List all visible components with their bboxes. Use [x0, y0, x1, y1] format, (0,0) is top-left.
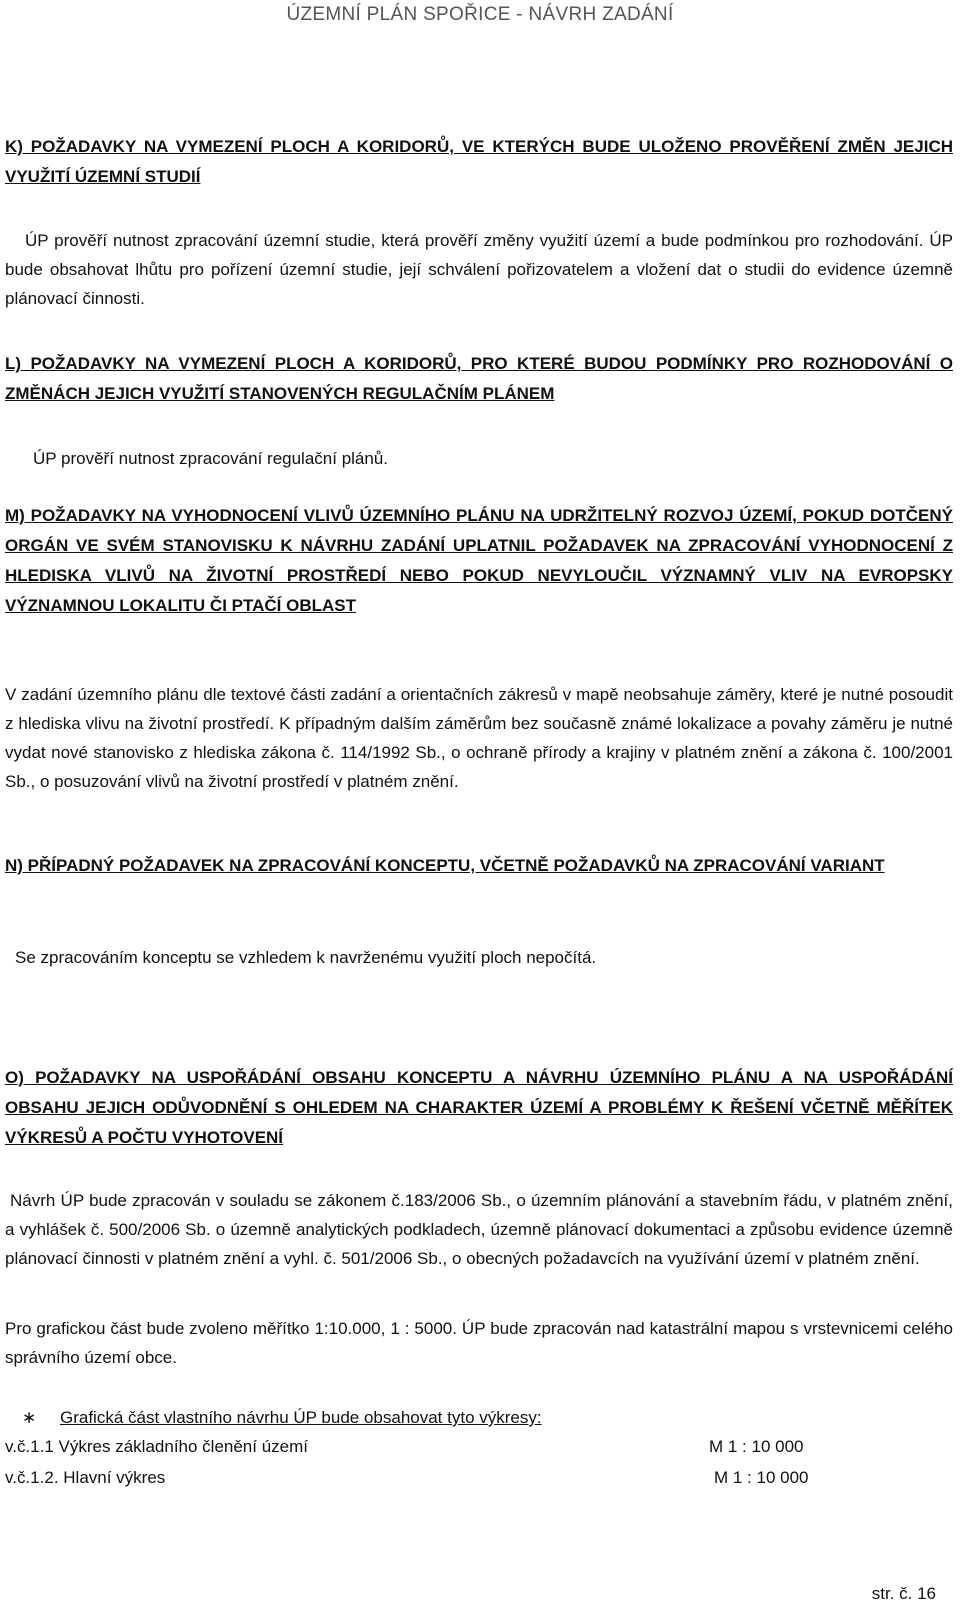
section-o-heading: O) POŽADAVKY NA USPOŘÁDÁNÍ OBSAHU KONCEPTU A NÁVRHU ÚZEMNÍHO PLÁNU A NA USPOŘÁDÁNÍ OBSAHU JEJICH ODŮVODNĚNÍ S OHLEDEM NA CHARAKTER ÚZEMÍ A PROBLÉMY K ŘEŠENÍ VČETNĚ MĚŘÍTEK VÝKRESŮ A POČTU VYHOTOVENÍ [5, 1068, 953, 1147]
section-k-heading: K) POŽADAVKY NA VYMEZENÍ PLOCH A KORIDORŮ, VE KTERÝCH BUDE ULOŽENO PROVĚŘENÍ ZMĚN JEJICH VYUŽITÍ ÚZEMNÍ STUDIÍ [5, 137, 953, 186]
asterisk-bullet-icon: ∗ [22, 1408, 37, 1427]
drawing-row [5, 1464, 885, 1492]
drawing-name: v.č.1.1 Výkres základního členění území [5, 1437, 309, 1456]
section-k-paragraph: ÚP prověří nutnost zpracování územní studie, která prověří změny využití území a bude podmínkou pro rozhodování. ÚP bude obsahovat lhůtu pro pořízení územní studie, její schválení pořizovatelem a vložení dat o studii do evidence územně plánovací činnosti. [5, 231, 953, 308]
page-number: str. č. 16 [871, 1584, 936, 1603]
page-header: ÚZEMNÍ PLÁN SPOŘICE - NÁVRH ZADÁNÍ [286, 4, 674, 25]
section-m-paragraph: V zadání územního plánu dle textové části zadání a orientačních zákresů v mapě neobsahuje záměry, které je nutné posoudit z hlediska vlivu na životní prostředí. K případným dalším záměrům bez současně známé lokalizace a povahy záměru je nutné vydat nové stanovisko z hlediska zákona č. 114/1992 Sb., o ochraně přírody a krajiny v platném znění a zákona č. 100/2001 Sb., o posuzování vlivů na životní prostředí v platném znění. [5, 685, 953, 791]
section-m-heading: M) POŽADAVKY NA VYHODNOCENÍ VLIVŮ ÚZEMNÍHO PLÁNU NA UDRŽITELNÝ ROZVOJ ÚZEMÍ, POKUD DOTČENÝ ORGÁN VE SVÉM STANOVISKU K NÁVRHU ZADÁNÍ UPLATNIL POŽADAVEK NA ZPRACOVÁNÍ VYHODNOCENÍ Z HLEDISKA VLIVŮ NA ŽIVOTNÍ PROSTŘEDÍ NEBO POKUD NEVYLOUČIL VÝZNAMNÝ VLIV NA EVROPSKY VÝZNAMNOU LOKALITU ČI PTAČÍ OBLAST [5, 506, 953, 615]
section-n-paragraph: Se zpracováním konceptu se vzhledem k navrženému využití ploch nepočítá. [15, 948, 597, 967]
section-l-heading: L) POŽADAVKY NA VYMEZENÍ PLOCH A KORIDORŮ, PRO KTERÉ BUDOU PODMÍNKY PRO ROZHODOVÁNÍ O ZMĚNÁCH JEJICH VYUŽITÍ STANOVENÝCH REGULAČNÍM PLÁNEM [5, 354, 953, 403]
section-o-paragraph-1: Návrh ÚP bude zpracován v souladu se zákonem č.183/2006 Sb., o územním plánování a stavebním řádu, v platném znění, a vyhlášek č. 500/2006 Sb. o územně analytických podkladech, územně plánovací dokumentaci a způsobu evidence územně plánovací činnosti v platném znění a vyhl. č. 501/2006 Sb., o obecných požadavcích na využívání území v platném znění. [5, 1191, 953, 1268]
drawing-name: v.č.1.2. Hlavní výkres [5, 1468, 166, 1487]
drawings-list-title [22, 1404, 542, 1432]
drawing-scale: M 1 : 10 000 [714, 1468, 809, 1487]
drawing-row [5, 1433, 885, 1461]
drawings-list-title-text: Grafická část vlastního návrhu ÚP bude obsahovat tyto výkresy: [60, 1408, 542, 1427]
section-l-paragraph: ÚP prověří nutnost zpracování regulační plánů. [33, 449, 389, 468]
section-n-heading: N) PŘÍPADNÝ POŽADAVEK NA ZPRACOVÁNÍ KONCEPTU, VČETNĚ POŽADAVKŮ NA ZPRACOVÁNÍ VARIANT [5, 856, 885, 875]
section-o-paragraph-2: Pro grafickou část bude zvoleno měřítko 1:10.000, 1 : 5000. ÚP bude zpracován nad katastrální mapou s vrstevnicemi celého správního území obce. [5, 1319, 953, 1367]
drawing-scale: M 1 : 10 000 [709, 1437, 804, 1456]
